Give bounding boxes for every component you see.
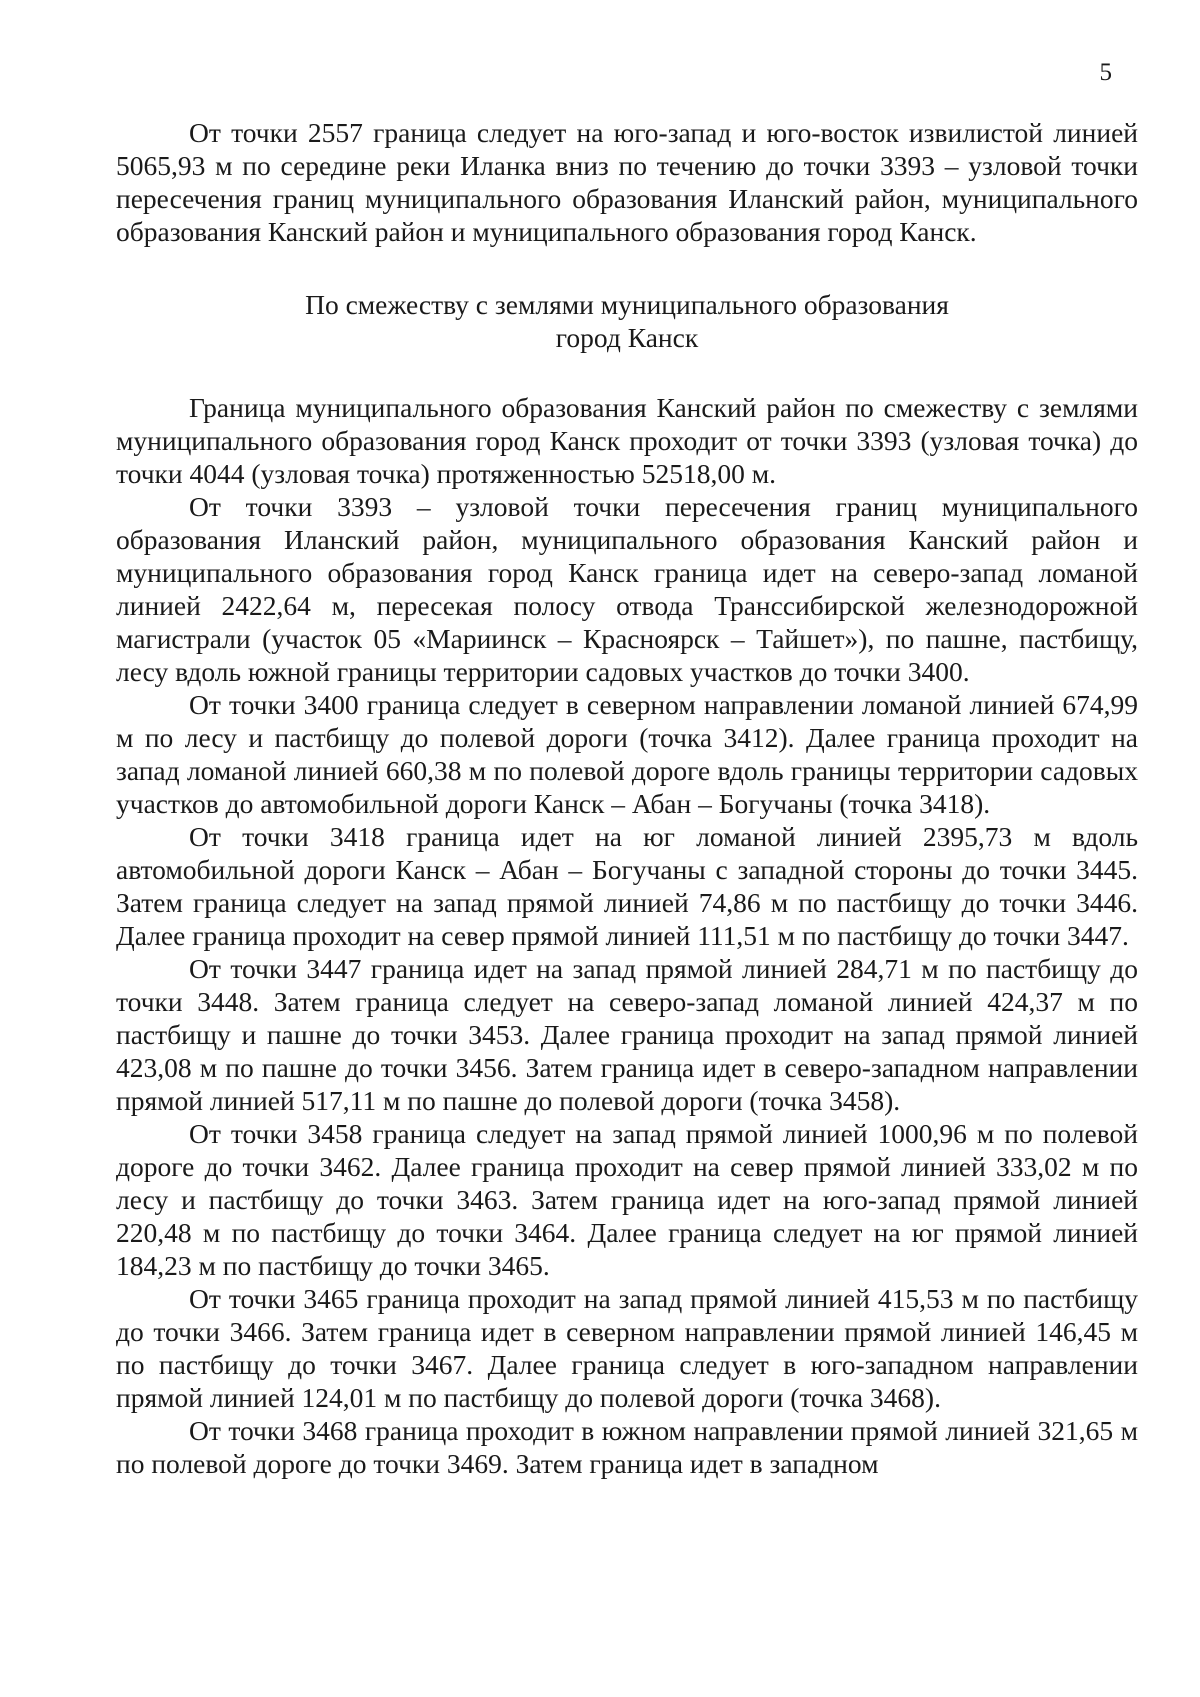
paragraph: Граница муниципального образования Канский район по смежеству с землями муниципального образования город Канск проходит от точки 3393 (узловая точка) до точки 4044 (узловая точка) протяженностью 52518,00 м. bbox=[116, 392, 1138, 489]
page-number: 5 bbox=[1099, 59, 1112, 86]
paragraph: От точки 3447 граница идет на запад прямой линией 284,71 м по пастбищу до точки 3448. Затем граница следует на северо-запад ломаной линией 424,37 м по пастбищу и пашне до точки 3453. Далее граница проходит на запад прямой линией 423,08 м по пашне до точки 3456. Затем граница идет в северо-западном направлении прямой линией 517,11 м по пашне до полевой дороги (точка 3458). bbox=[116, 953, 1138, 1116]
section-heading bbox=[116, 288, 1138, 354]
paragraph: От точки 3418 граница идет на юг ломаной линией 2395,73 м вдоль автомобильной дороги Канск – Абан – Богучаны с западной стороны до точки 3445. Затем граница следует на запад прямой линией 74,86 м по пастбищу до точки 3446. Далее граница проходит на север прямой линией 111,51 м по пастбищу до точки 3447. bbox=[116, 821, 1138, 951]
section-heading-line-2: город Канск bbox=[555, 322, 699, 353]
paragraph: От точки 3400 граница следует в северном направлении ломаной линией 674,99 м по лесу и пастбищу до полевой дороги (точка 3412). Далее граница проходит на запад ломаной линией 660,38 м по полевой дороге вдоль границы территории садовых участков до автомобильной дороги Канск – Абан – Богучаны (точка 3418). bbox=[116, 689, 1138, 819]
section-heading-line-1: По смежеству с землями муниципального образования bbox=[305, 289, 949, 320]
paragraph: От точки 3465 граница проходит на запад прямой линией 415,53 м по пастбищу до точки 3466. Затем граница идет в северном направлении прямой линией 146,45 м по пастбищу до точки 3467. Далее граница следует в юго-западном направлении прямой линией 124,01 м по пастбищу до полевой дороги (точка 3468). bbox=[116, 1283, 1138, 1413]
paragraph: От точки 3458 граница следует на запад прямой линией 1000,96 м по полевой дороге до точки 3462. Далее граница проходит на север прямой линией 333,02 м по лесу и пастбищу до точки 3463. Затем граница идет на юго-запад прямой линией 220,48 м по пастбищу до точки 3464. Далее граница следует на юг прямой линией 184,23 м по пастбищу до точки 3465. bbox=[116, 1118, 1138, 1281]
document-body bbox=[116, 116, 1138, 1480]
paragraph: От точки 3393 – узловой точки пересечения границ муниципального образования Иланский район, муниципального образования Канский район и муниципального образования город Канск граница идет на северо-запад ломаной линией 2422,64 м, пересекая полосу отвода Транссибирской железнодорожной магистрали (участок 05 «Мариинск – Красноярск – Тайшет»), по пашне, пастбищу, лесу вдоль южной границы территории садовых участков до точки 3400. bbox=[116, 491, 1138, 687]
paragraph: От точки 3468 граница проходит в южном направлении прямой линией 321,65 м по полевой дороге до точки 3469. Затем граница идет в западном bbox=[116, 1415, 1138, 1479]
paragraph-intro: От точки 2557 граница следует на юго-запад и юго-восток извилистой линией 5065,93 м по середине реки Иланка вниз по течению до точки 3393 – узловой точки пересечения границ муниципального образования Иланский район, муниципального образования Канский район и муниципального образования город Канск. bbox=[116, 117, 1138, 247]
